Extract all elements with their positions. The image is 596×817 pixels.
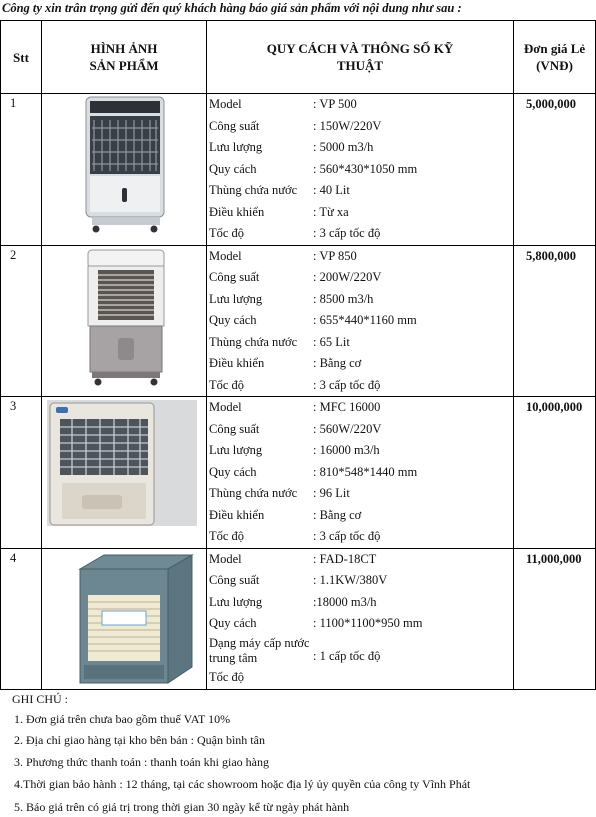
note-item: 2. Địa chỉ giao hàng tại kho bên bán : Quận bình tân — [14, 733, 265, 747]
spec-value: : 560*430*1050 mm — [313, 161, 418, 176]
spec-cell — [207, 548, 514, 689]
spec-row — [207, 526, 513, 548]
air-cooler-image — [42, 94, 207, 244]
spec-row — [207, 635, 513, 667]
row-price: 5,000,000 — [514, 94, 596, 246]
product-image-cell — [42, 548, 207, 689]
spec-row — [207, 289, 513, 311]
spec-row — [207, 570, 513, 592]
spec-cell — [207, 245, 514, 397]
spec-value: : 1.1KW/380V — [313, 573, 388, 587]
spec-key: Tốc độ — [209, 226, 245, 240]
notes-title: GHI CHÚ : — [12, 692, 68, 706]
spec-row — [207, 353, 513, 375]
spec-cell — [207, 397, 514, 549]
spec-key: Lưu lượng — [209, 443, 263, 457]
header-spec-line1: QUY CÁCH VÀ THÔNG SỐ KỸ — [266, 41, 454, 56]
spec-row — [207, 505, 513, 527]
row-price: 10,000,000 — [514, 397, 596, 549]
spec-row — [207, 440, 513, 462]
spec-row — [207, 667, 513, 689]
industrial-cooler-image — [42, 549, 207, 689]
spec-key: Công suất — [209, 270, 260, 284]
table-header-row — [1, 21, 596, 94]
table-row — [1, 245, 596, 397]
spec-value: : 8500 m3/h — [313, 291, 374, 306]
spec-value: : 16000 m3/h — [313, 443, 380, 457]
spec-row — [207, 267, 513, 289]
spec-value: : 3 cấp tốc độ — [313, 226, 381, 240]
spec-value: : 560W/220V — [313, 421, 382, 436]
header-image — [42, 21, 207, 94]
spec-value: : 40 Lit — [313, 183, 350, 197]
header-spec — [207, 21, 514, 94]
spec-value: : FAD-18CT — [313, 551, 377, 566]
spec-key: Tốc độ — [209, 529, 245, 543]
table-row — [1, 397, 596, 549]
spec-key: Lưu lượng — [209, 140, 263, 154]
spec-list — [207, 549, 513, 689]
spec-row — [207, 180, 513, 202]
spec-key: Điều khiển — [209, 507, 265, 522]
spec-value: : 96 Lit — [313, 486, 350, 500]
product-image-cell — [42, 245, 207, 397]
spec-row — [207, 116, 513, 138]
spec-key: Điều khiển — [209, 204, 265, 219]
header-image-line1: HÌNH ẢNH — [90, 41, 158, 56]
spec-row — [207, 202, 513, 224]
spec-row — [207, 462, 513, 484]
spec-row — [207, 246, 513, 268]
spec-key: Quy cách — [209, 313, 257, 327]
header-image-line2: SẢN PHẨM — [89, 58, 159, 73]
spec-row — [207, 332, 513, 354]
spec-key: Lưu lượng — [209, 291, 263, 306]
product-image-cell — [42, 397, 207, 549]
spec-key: Model — [209, 97, 242, 111]
spec-key: Công suất — [209, 118, 260, 133]
spec-list — [207, 94, 513, 245]
quotation-table — [0, 20, 596, 690]
row-stt: 3 — [1, 397, 42, 549]
row-price: 5,800,000 — [514, 245, 596, 397]
spec-list — [207, 397, 513, 548]
spec-value: : 655*440*1160 mm — [313, 313, 417, 327]
spec-value: : 150W/220V — [313, 118, 382, 133]
spec-value: : 3 cấp tốc độ — [313, 529, 381, 543]
note-item: 5. Báo giá trên có giá trị trong thời gian 30 ngày kể từ ngày phát hành — [14, 800, 350, 814]
spec-row — [207, 483, 513, 505]
spec-key: Điều khiển — [209, 356, 265, 370]
spec-key: Tốc độ — [209, 377, 245, 392]
spec-row — [207, 310, 513, 332]
spec-key: Công suất — [209, 573, 260, 587]
spec-key: Model — [209, 248, 242, 263]
spec-value: : VP 500 — [313, 97, 357, 111]
spec-row — [207, 397, 513, 419]
header-price-line1: Đơn giá Lẻ — [523, 41, 586, 56]
header-price-line2: (VNĐ) — [536, 58, 573, 73]
spec-key: Thùng chứa nước — [209, 183, 298, 197]
air-cooler-image — [42, 246, 207, 396]
header-price — [514, 21, 596, 94]
spec-key: Tốc độ — [209, 669, 245, 684]
header-stt: Stt — [1, 21, 42, 94]
spec-value: : 3 cấp tốc độ — [313, 377, 381, 392]
spec-row — [207, 592, 513, 614]
spec-value: :18000 m3/h — [313, 594, 377, 609]
spec-key: Quy cách — [209, 616, 257, 630]
spec-key: Dạng máy cấp nước trung tâm — [209, 635, 310, 665]
note-item: 4.Thời gian bảo hành : 12 tháng, tại các showroom hoặc địa lý ủy quyền của công ty Vĩnh Phát — [14, 777, 471, 791]
spec-list — [207, 246, 513, 397]
spec-value: : MFC 16000 — [313, 400, 381, 414]
spec-value: : 65 Lit — [313, 334, 350, 349]
spec-key: Thùng chứa nước — [209, 486, 298, 500]
spec-key: Quy cách — [209, 464, 257, 479]
spec-row — [207, 159, 513, 181]
spec-row — [207, 223, 513, 245]
spec-key: Model — [209, 400, 242, 414]
spec-row — [207, 419, 513, 441]
product-image-cell — [42, 94, 207, 246]
row-stt: 1 — [1, 94, 42, 246]
spec-row — [207, 137, 513, 159]
spec-row — [207, 375, 513, 397]
spec-value: : Bằng cơ — [313, 356, 362, 370]
row-stt: 4 — [1, 548, 42, 689]
spec-value: : 810*548*1440 mm — [313, 464, 418, 479]
air-cooler-image — [42, 397, 207, 547]
spec-key: Model — [209, 551, 242, 566]
note-item: 1. Đơn giá trên chưa bao gồm thuế VAT 10% — [14, 712, 231, 726]
spec-value: : VP 850 — [313, 248, 357, 263]
spec-key: Lưu lượng — [209, 594, 263, 609]
spec-cell — [207, 94, 514, 246]
spec-value: : 200W/220V — [313, 270, 382, 284]
spec-value: : 1 cấp tốc độ — [313, 648, 381, 663]
row-price: 11,000,000 — [514, 548, 596, 689]
spec-value: : Từ xa — [313, 204, 349, 219]
spec-value: : Bằng cơ — [313, 507, 362, 522]
spec-key: Thùng chứa nước — [209, 334, 298, 349]
spec-row — [207, 94, 513, 116]
row-stt: 2 — [1, 245, 42, 397]
spec-row — [207, 549, 513, 571]
table-row — [1, 548, 596, 689]
spec-row — [207, 613, 513, 635]
spec-value: : 5000 m3/h — [313, 140, 374, 154]
header-spec-line2: THUẬT — [336, 58, 384, 73]
note-item: 3. Phương thức thanh toán : thanh toán khi giao hàng — [14, 755, 269, 769]
intro-text: Công ty xin trân trọng gửi đến quý khách hàng báo giá sản phẩm với nội dung như sau : — [2, 1, 462, 15]
table-row — [1, 94, 596, 246]
spec-key: Quy cách — [209, 161, 257, 176]
spec-value: : 1100*1100*950 mm — [313, 616, 423, 630]
spec-key: Công suất — [209, 421, 260, 436]
